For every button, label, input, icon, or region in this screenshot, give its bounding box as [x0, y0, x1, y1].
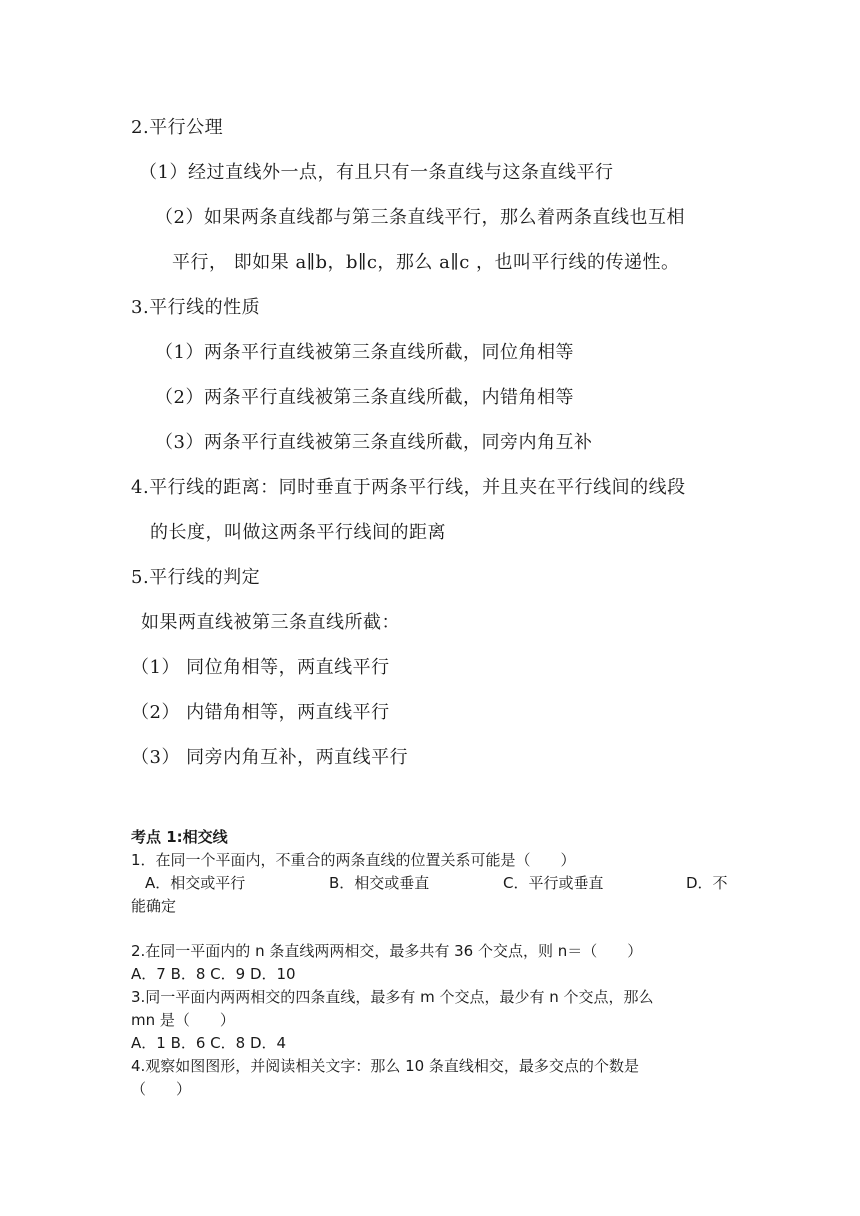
- question-1: 1．在同一个平面内，不重合的两条直线的位置关系可能是（ ）: [131, 851, 576, 869]
- question-3-line-1: 3.同一平面内两两相交的四条直线，最多有 m 个交点，最少有 n 个交点，那么: [131, 988, 654, 1006]
- section-5-title: 5.平行线的判定: [131, 567, 261, 588]
- section-3-item-2: （2）两条平行直线被第三条直线所截，内错角相等: [155, 387, 574, 408]
- section-2-item-2-line-1: （2）如果两条直线都与第三条直线平行，那么着两条直线也互相: [155, 207, 685, 228]
- section-5-intro: 如果两直线被第三条直线所截：: [141, 612, 400, 633]
- question-1-option-b: B．相交或垂直: [329, 874, 430, 892]
- section-3-title: 3.平行线的性质: [131, 297, 261, 318]
- section-3-item-1: （1）两条平行直线被第三条直线所截，同位角相等: [155, 342, 574, 363]
- section-4-title-line-2: 的长度，叫做这两条平行线间的距离: [150, 522, 446, 543]
- question-3-options: A．1 B．6 C．8 D．4: [131, 1034, 287, 1052]
- question-1-option-c: C．平行或垂直: [503, 874, 604, 892]
- section-2-item-1: （1）经过直线外一点，有且只有一条直线与这条直线平行: [139, 162, 614, 183]
- section-2-title: 2.平行公理: [131, 117, 224, 138]
- section-3-item-3: （3）两条平行直线被第三条直线所截，同旁内角互补: [155, 432, 593, 453]
- question-1-option-d-continued: 能确定: [131, 897, 177, 915]
- section-5-item-3: （3） 同旁内角互补，两直线平行: [131, 747, 409, 768]
- question-4-line-2: （ ）: [131, 1080, 192, 1098]
- topic-title: 考点 1:相交线: [131, 828, 228, 846]
- question-1-option-a: A．相交或平行: [145, 874, 246, 892]
- section-2-item-2-line-2: 平行， 即如果 a∥b，b∥c，那么 a∥c ，也叫平行线的传递性。: [172, 252, 680, 273]
- section-5-item-2: （2） 内错角相等，两直线平行: [131, 702, 390, 723]
- question-3-line-2: mn 是（ ）: [131, 1011, 235, 1029]
- question-1-option-d: D．不: [686, 874, 728, 892]
- section-5-item-1: （1） 同位角相等，两直线平行: [131, 657, 390, 678]
- question-2: 2.在同一平面内的 n 条直线两两相交，最多共有 36 个交点，则 n＝（ ）: [131, 942, 643, 960]
- question-4-line-1: 4.观察如图图形，并阅读相关文字：那么 10 条直线相交，最多交点的个数是: [131, 1057, 639, 1075]
- section-4-title-line-1: 4.平行线的距离：同时垂直于两条平行线，并且夹在平行线间的线段: [131, 477, 686, 498]
- question-2-options: A．7 B．8 C．9 D．10: [131, 965, 296, 983]
